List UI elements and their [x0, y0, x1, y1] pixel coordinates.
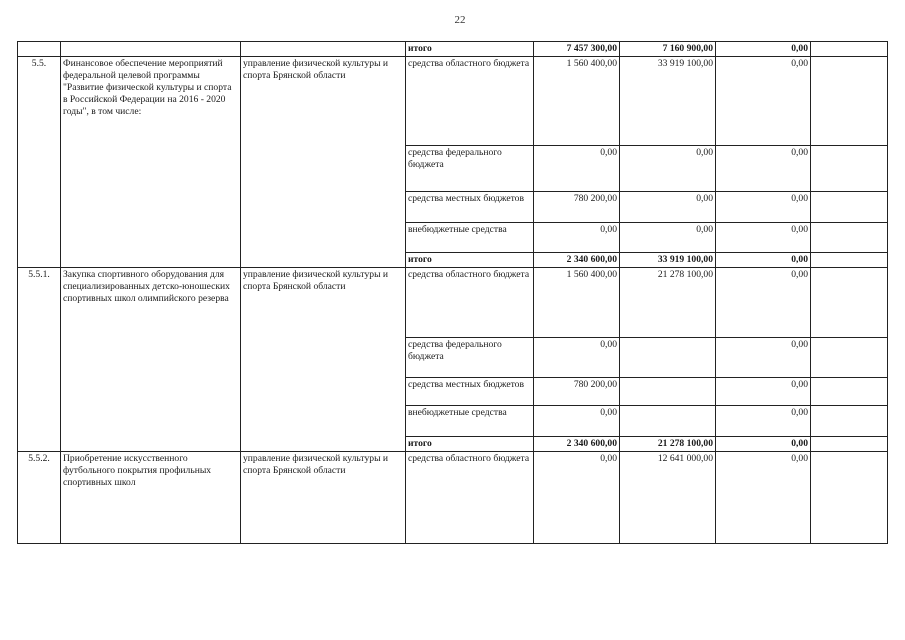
value-cell: 0,00	[716, 268, 811, 338]
value-cell: 0,00	[620, 192, 716, 223]
empty-cell	[811, 268, 888, 338]
empty-cell	[811, 406, 888, 437]
value-cell	[620, 338, 716, 378]
value-cell: 7 457 300,00	[534, 42, 620, 57]
value-cell: 0,00	[716, 406, 811, 437]
empty-cell	[811, 42, 888, 57]
code-cell: 5.5.	[18, 57, 61, 268]
empty-cell	[811, 378, 888, 406]
value-cell: 12 641 000,00	[620, 452, 716, 544]
empty-cell	[811, 192, 888, 223]
empty-cell	[811, 57, 888, 146]
value-cell: 0,00	[716, 223, 811, 253]
responsible-cell	[241, 42, 406, 57]
code-cell	[18, 42, 61, 57]
value-cell: 7 160 900,00	[620, 42, 716, 57]
name-cell: Закупка спортивного оборудования для специализированных детско-юношеских спортивных школ олимпийского резерва	[61, 268, 241, 452]
empty-cell	[811, 253, 888, 268]
value-cell: 2 340 600,00	[534, 437, 620, 452]
responsible-cell: управление физической культуры и спорта Брянской области	[241, 57, 406, 268]
value-cell	[620, 406, 716, 437]
source-cell: средства федерального бюджета	[406, 338, 534, 378]
source-cell: внебюджетные средства	[406, 223, 534, 253]
table-row	[18, 42, 888, 57]
value-cell: 21 278 100,00	[620, 268, 716, 338]
value-cell: 0,00	[534, 146, 620, 192]
name-cell: Приобретение искусственного футбольного покрытия профильных спортивных школ	[61, 452, 241, 544]
value-cell: 33 919 100,00	[620, 57, 716, 146]
value-cell: 0,00	[534, 338, 620, 378]
responsible-cell: управление физической культуры и спорта Брянской области	[241, 268, 406, 452]
value-cell: 780 200,00	[534, 192, 620, 223]
value-cell: 0,00	[620, 223, 716, 253]
table-row	[18, 452, 888, 544]
value-cell: 0,00	[716, 338, 811, 378]
value-cell: 21 278 100,00	[620, 437, 716, 452]
value-cell: 0,00	[716, 253, 811, 268]
source-cell: средства федерального бюджета	[406, 146, 534, 192]
value-cell: 1 560 400,00	[534, 57, 620, 146]
name-cell: Финансовое обеспечение мероприятий федеральной целевой программы "Развитие физической культуры и спорта в Российской Федерации на 2016 - 2020 годы", в том числе:	[61, 57, 241, 268]
value-cell: 0,00	[716, 42, 811, 57]
value-cell: 0,00	[716, 452, 811, 544]
source-cell: итого	[406, 437, 534, 452]
source-cell: средства местных бюджетов	[406, 378, 534, 406]
source-cell: средства местных бюджетов	[406, 192, 534, 223]
value-cell: 780 200,00	[534, 378, 620, 406]
source-cell: итого	[406, 253, 534, 268]
value-cell	[620, 378, 716, 406]
source-cell: средства областного бюджета	[406, 268, 534, 338]
empty-cell	[811, 146, 888, 192]
empty-cell	[811, 452, 888, 544]
value-cell: 1 560 400,00	[534, 268, 620, 338]
value-cell: 0,00	[534, 452, 620, 544]
table-row	[18, 57, 888, 146]
source-cell: средства областного бюджета	[406, 57, 534, 146]
value-cell: 0,00	[534, 223, 620, 253]
value-cell: 0,00	[716, 378, 811, 406]
name-cell	[61, 42, 241, 57]
value-cell: 0,00	[620, 146, 716, 192]
value-cell: 0,00	[716, 192, 811, 223]
source-cell: средства областного бюджета	[406, 452, 534, 544]
budget-table	[17, 41, 888, 544]
table-row	[18, 268, 888, 338]
empty-cell	[811, 223, 888, 253]
empty-cell	[811, 437, 888, 452]
source-cell: внебюджетные средства	[406, 406, 534, 437]
value-cell: 0,00	[716, 57, 811, 146]
source-cell: итого	[406, 42, 534, 57]
value-cell: 0,00	[716, 146, 811, 192]
value-cell: 2 340 600,00	[534, 253, 620, 268]
value-cell: 33 919 100,00	[620, 253, 716, 268]
code-cell: 5.5.1.	[18, 268, 61, 452]
empty-cell	[811, 338, 888, 378]
page-number: 22	[454, 14, 466, 26]
value-cell: 0,00	[534, 406, 620, 437]
responsible-cell: управление физической культуры и спорта Брянской области	[241, 452, 406, 544]
code-cell: 5.5.2.	[18, 452, 61, 544]
value-cell: 0,00	[716, 437, 811, 452]
